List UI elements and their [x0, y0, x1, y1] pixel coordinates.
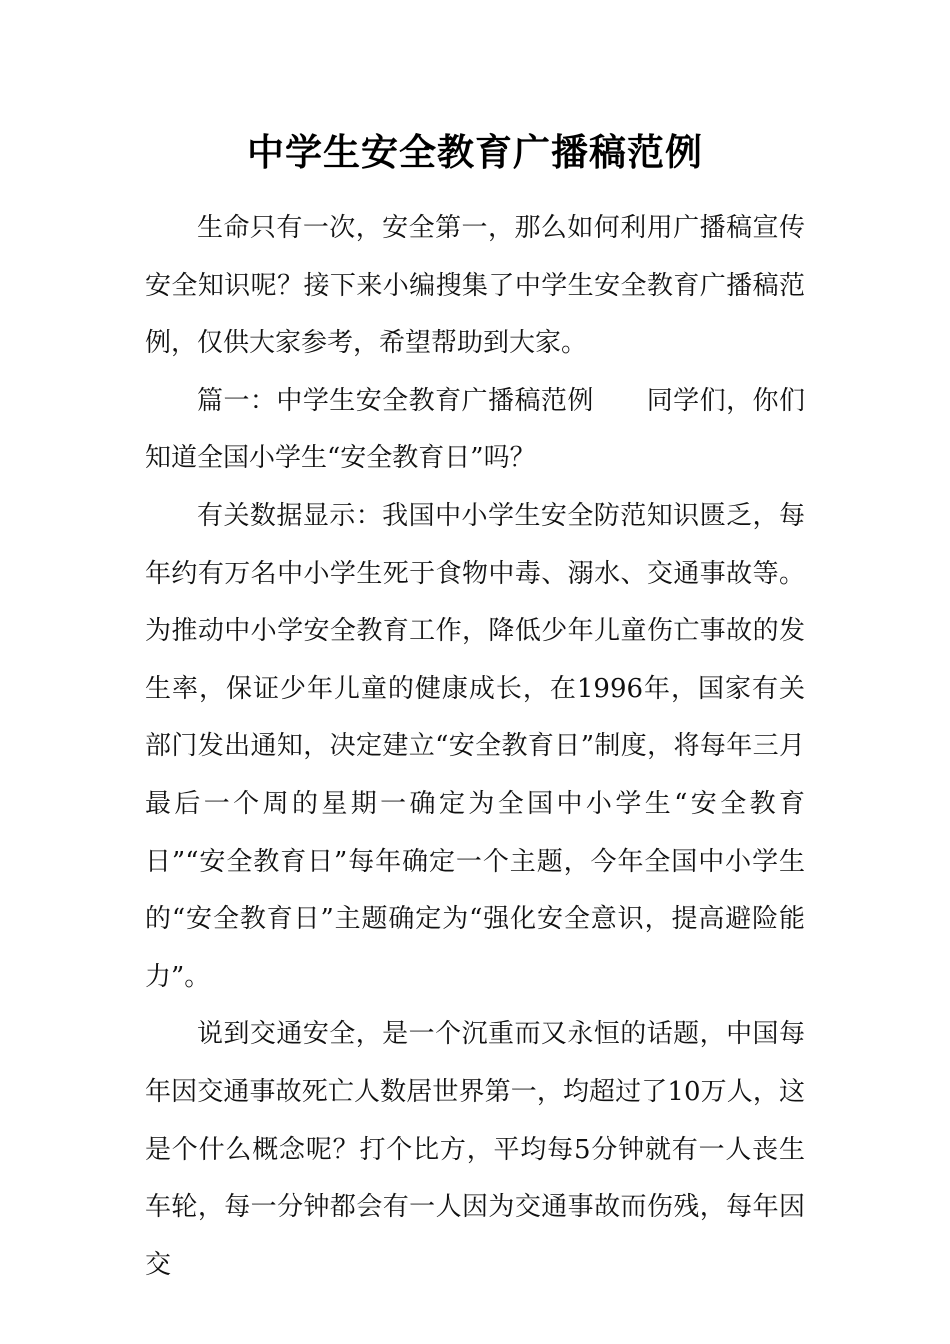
document-title: 中学生安全教育广播稿范例	[247, 130, 703, 174]
paragraph-traffic-safety: 说到交通安全，是一个沉重而又永恒的话题，中国每年因交通事故死亡人数居世界第一，均超过了10万人，这是个什么概念呢？打个比方，平均每5分钟就有一人丧生车轮，每一分钟都会有一人因为交通事故而伤残，每年因交	[145, 1019, 805, 1280]
document-body	[145, 200, 805, 1294]
paragraph-chapter-one: 篇一：中学生安全教育广播稿范例 同学们，你们知道全国小学生“安全教育日”吗？	[145, 385, 805, 474]
paragraph-intro: 生命只有一次，安全第一，那么如何利用广播稿宣传安全知识呢？接下来小编搜集了中学生安全教育广播稿范例，仅供大家参考，希望帮助到大家。	[145, 213, 805, 359]
paragraph-safety-day: 有关数据显示：我国中小学生安全防范知识匮乏，每年约有万名中小学生死于食物中毒、溺水、交通事故等。为推动中小学安全教育工作，降低少年儿童伤亡事故的发生率，保证少年儿童的健康成长，在1996年，国家有关部门发出通知，决定建立“安全教育日”制度，将每年三月最后一个周的星期一确定为全国中小学生“安全教育日”“安全教育日”每年确定一个主题，今年全国中小学生的“安全教育日”主题确定为“强化安全意识，提高避险能力”。	[145, 500, 805, 992]
